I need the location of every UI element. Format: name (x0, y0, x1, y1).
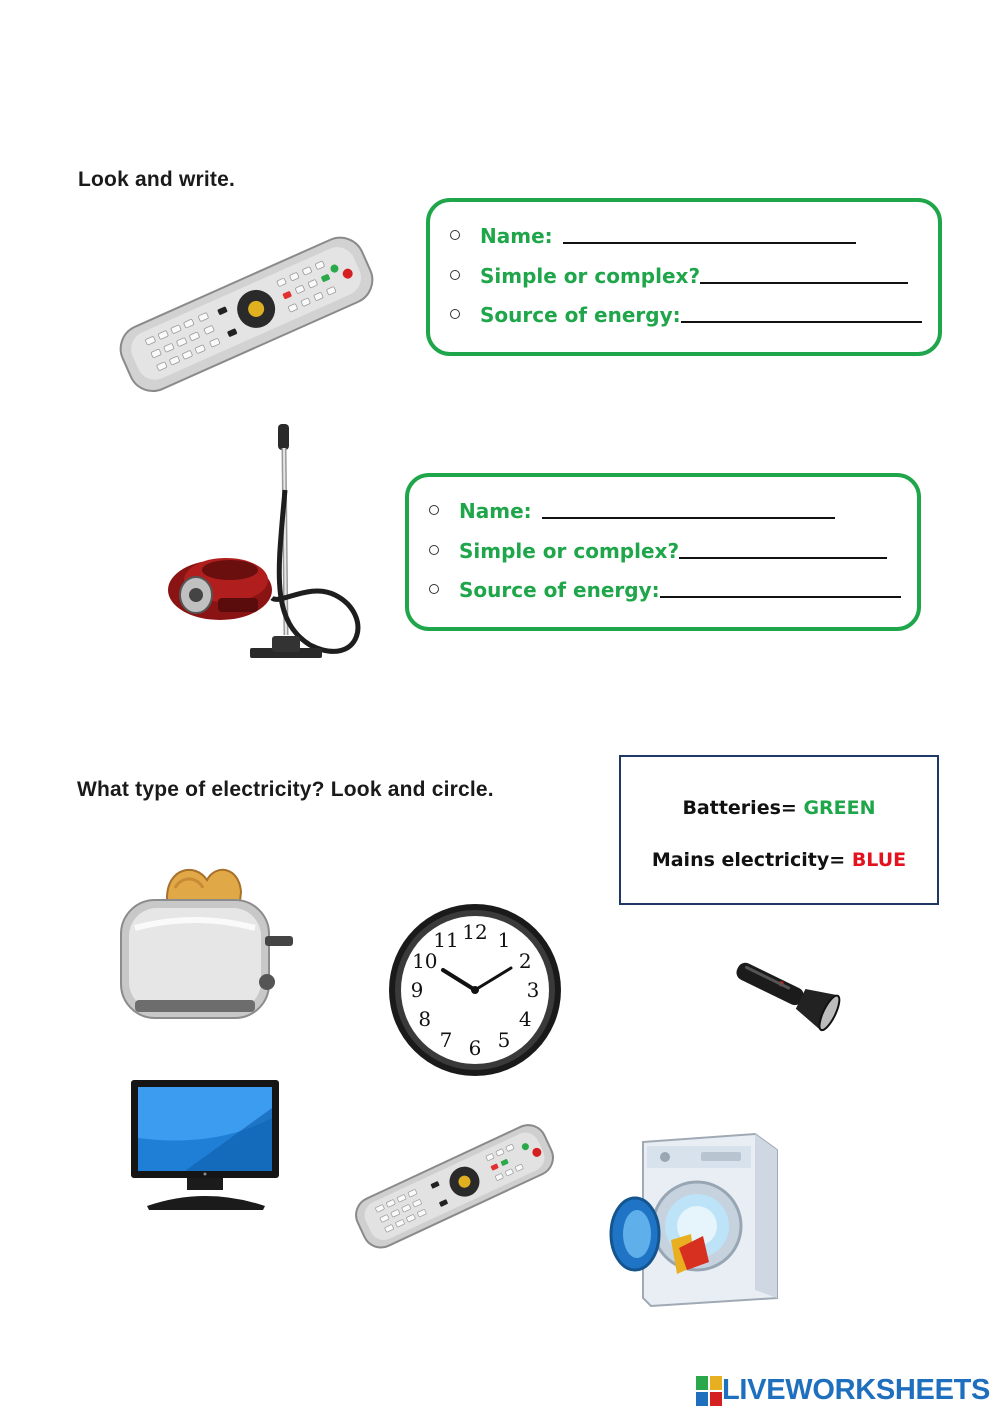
batteries-legend-line (621, 797, 937, 819)
source-of-energy-row (444, 297, 922, 327)
simple-or-complex-label: Simple or complex? (459, 539, 680, 563)
liveworksheets-logo (696, 1374, 990, 1407)
question-card-2 (405, 473, 921, 631)
clock-number: 9 (410, 978, 424, 1002)
blue-color-word: BLUE (851, 849, 907, 871)
simple-or-complex-row (444, 258, 922, 288)
clock-number: 6 (468, 1036, 482, 1060)
remote-control-icon[interactable] (105, 218, 390, 408)
name-row (423, 493, 901, 523)
mains-legend-line (621, 849, 937, 871)
clock-number: 8 (418, 1007, 432, 1031)
bullet-icon (450, 270, 460, 280)
mains-electricity-label: Mains electricity= (651, 849, 846, 871)
bullet-icon (429, 545, 439, 555)
washing-machine-icon[interactable] (605, 1130, 805, 1315)
bullet-icon (429, 584, 439, 594)
name-label: Name: (480, 224, 553, 248)
name-answer-input[interactable] (563, 220, 856, 244)
name-answer-input[interactable] (542, 495, 835, 519)
section2-heading: What type of electricity? Look and circle. (77, 778, 494, 801)
clock-number: 3 (526, 978, 540, 1002)
section1-heading: Look and write. (78, 168, 236, 191)
clock-number: 4 (518, 1007, 532, 1031)
brand-name: LIVEWORKSHEETS (722, 1374, 991, 1406)
tv-monitor-icon[interactable] (125, 1078, 293, 1213)
flashlight-icon[interactable] (728, 948, 858, 1040)
clock-number: 1 (497, 927, 511, 952)
wall-clock-icon[interactable] (385, 900, 565, 1080)
clock-number: 7 (439, 1028, 453, 1053)
bullet-icon (429, 505, 439, 515)
bullet-icon (450, 230, 460, 240)
source-of-energy-row (423, 572, 901, 602)
toaster-icon[interactable] (115, 858, 300, 1023)
question-card-1 (426, 198, 942, 356)
source-of-energy-label: Source of energy: (480, 303, 681, 327)
source-of-energy-label: Source of energy: (459, 578, 660, 602)
clock-number: 5 (497, 1028, 511, 1053)
clock-number: 11 (433, 927, 459, 952)
source-of-energy-answer-input[interactable] (681, 299, 922, 323)
simple-or-complex-label: Simple or complex? (480, 264, 701, 288)
clock-number: 2 (518, 949, 532, 973)
vacuum-cleaner-icon[interactable] (160, 420, 370, 685)
bullet-icon (450, 309, 460, 319)
source-of-energy-answer-input[interactable] (660, 574, 901, 598)
clock-number: 10 (412, 949, 438, 973)
clock-number: 12 (462, 920, 488, 944)
simple-or-complex-answer-input[interactable] (679, 535, 887, 559)
batteries-label: Batteries= (682, 797, 797, 819)
simple-or-complex-row (423, 533, 901, 563)
name-row (444, 218, 922, 248)
simple-or-complex-answer-input[interactable] (700, 260, 908, 284)
color-legend-box (619, 755, 939, 905)
green-color-word: GREEN (803, 797, 876, 819)
name-label: Name: (459, 499, 532, 523)
remote-control-icon[interactable] (345, 1110, 565, 1260)
liveworksheets-logo-icon (696, 1376, 722, 1406)
